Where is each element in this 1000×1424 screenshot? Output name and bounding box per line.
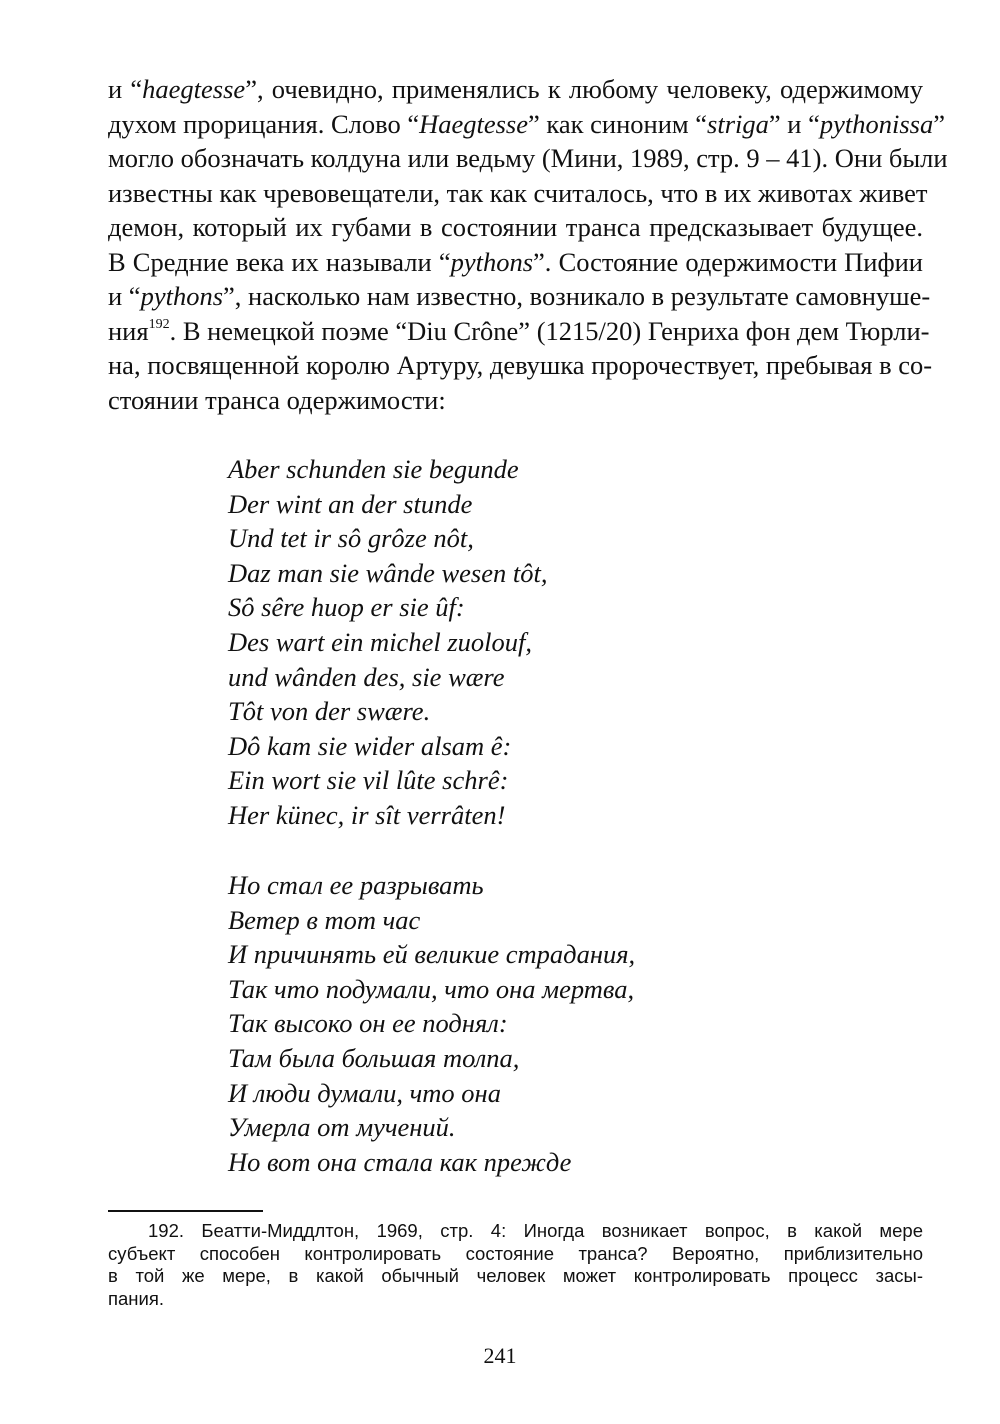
- text-run: ”: [933, 108, 946, 139]
- paragraph-line: [108, 176, 928, 211]
- poem-line: Dô kam sie wider alsam ê:: [228, 730, 512, 761]
- poem-line: Там была большая толпа,: [228, 1042, 520, 1073]
- text-run: ”. Состояние одержимости Пифии: [533, 246, 923, 277]
- poem-line: und wânden des, sie wære: [228, 661, 505, 692]
- paragraph-line: [108, 383, 923, 418]
- italic-term: pythons: [140, 281, 224, 311]
- paragraph-line: [108, 107, 946, 142]
- italic-term: haegtesse: [142, 74, 246, 104]
- poem-line: И люди думали, что она: [228, 1077, 501, 1108]
- paragraph-line: [108, 348, 933, 383]
- poem-line: Tôt von der swære.: [228, 696, 431, 727]
- poem-line: Так что подумали, что она мертва,: [228, 973, 635, 1004]
- text-run: на, посвященной королю Артуру, девушка пророчествует, пребывая в со-: [108, 350, 933, 380]
- poem-line: Ветер в тот час: [228, 904, 421, 935]
- text-run: могло обозначать колдуна или ведьму (Мини, 1989, стр. 9 – 41). Они были: [108, 143, 948, 173]
- poem-line: Und tet ir sô grôze nôt,: [228, 523, 474, 554]
- poem-line: Daz man sie wânde wesen tôt,: [228, 557, 548, 588]
- text-run: ”, насколько нам известно, возникало в результате самовнуше-: [223, 281, 931, 311]
- footnote: [108, 1220, 923, 1310]
- poem-line: Но вот она стала как прежде: [228, 1146, 572, 1177]
- poem-line: Sô sêre huop er sie ûf:: [228, 592, 465, 623]
- text-run: и “: [108, 74, 143, 104]
- poem-line: Так высоко он ее поднял:: [228, 1008, 508, 1039]
- text-run: ” и “: [768, 108, 820, 139]
- text-run: духом прорицания. Слово “: [108, 108, 420, 139]
- main-paragraph: [108, 72, 948, 417]
- text-run: известны как чревовещатели, так как считалось, что в их животах живет: [108, 177, 928, 208]
- italic-term: striga: [707, 108, 769, 139]
- poem-line: Des wart ein michel zuolouf,: [228, 626, 532, 657]
- footnote-line: в той же мере, в какой обычный человек может контролировать процесс засы-: [108, 1265, 923, 1286]
- page-number: 241: [483, 1343, 517, 1368]
- italic-term: pythons: [450, 246, 534, 277]
- text-run: и “: [108, 281, 141, 311]
- text-run: ”, очевидно, применялись к любому человеку, одержимому: [245, 74, 923, 104]
- poem-line: Но стал ее разрывать: [228, 870, 484, 900]
- poem-line: Her künec, ir sît verrâten!: [228, 799, 506, 830]
- poem-line: Aber schunden sie begunde: [228, 454, 519, 484]
- poem-line: Ein wort sie vil lûte schrê:: [228, 765, 509, 796]
- poem-line: Умерла от мучений.: [228, 1112, 456, 1143]
- paragraph-line: [108, 72, 923, 107]
- poem-line: И причинять ей великие страдания,: [228, 939, 636, 970]
- footnote-reference: 192: [148, 316, 170, 332]
- text-run: ” как синоним “: [528, 108, 708, 139]
- paragraph-line: [108, 245, 923, 280]
- poem-russian: [228, 868, 635, 1179]
- paragraph-line: [108, 279, 931, 314]
- text-run: В Средние века их называли “: [108, 246, 451, 277]
- text-run: ния: [108, 315, 149, 346]
- poem-line: Der wint an der stunde: [228, 488, 473, 519]
- text-run: стоянии транса одержимости:: [108, 384, 446, 415]
- paragraph-line: [108, 210, 923, 245]
- text-run: демон, который их губами в состоянии транса предсказывает будущее.: [108, 212, 923, 242]
- text-run: . В немецкой поэме “Diu Crône” (1215/20) Генриха фон дем Тюрли-: [169, 315, 930, 346]
- footnote-line: пания.: [108, 1287, 165, 1309]
- footnote-separator: [108, 1210, 263, 1212]
- footnote-line: 192. Беатти-Миддлтон, 1969, стр. 4: Иногда возникает вопрос, в какой мере: [148, 1220, 923, 1241]
- italic-term: pythonissa: [819, 108, 934, 139]
- paragraph-line: [108, 314, 930, 349]
- paragraph-line: [108, 141, 948, 176]
- page-body: [108, 72, 948, 417]
- italic-term: Haegtesse: [419, 108, 529, 139]
- footnote-line: субъект способен контролировать состояние транса? Вероятно, приблизительно: [108, 1242, 923, 1264]
- poem-german: [228, 452, 547, 833]
